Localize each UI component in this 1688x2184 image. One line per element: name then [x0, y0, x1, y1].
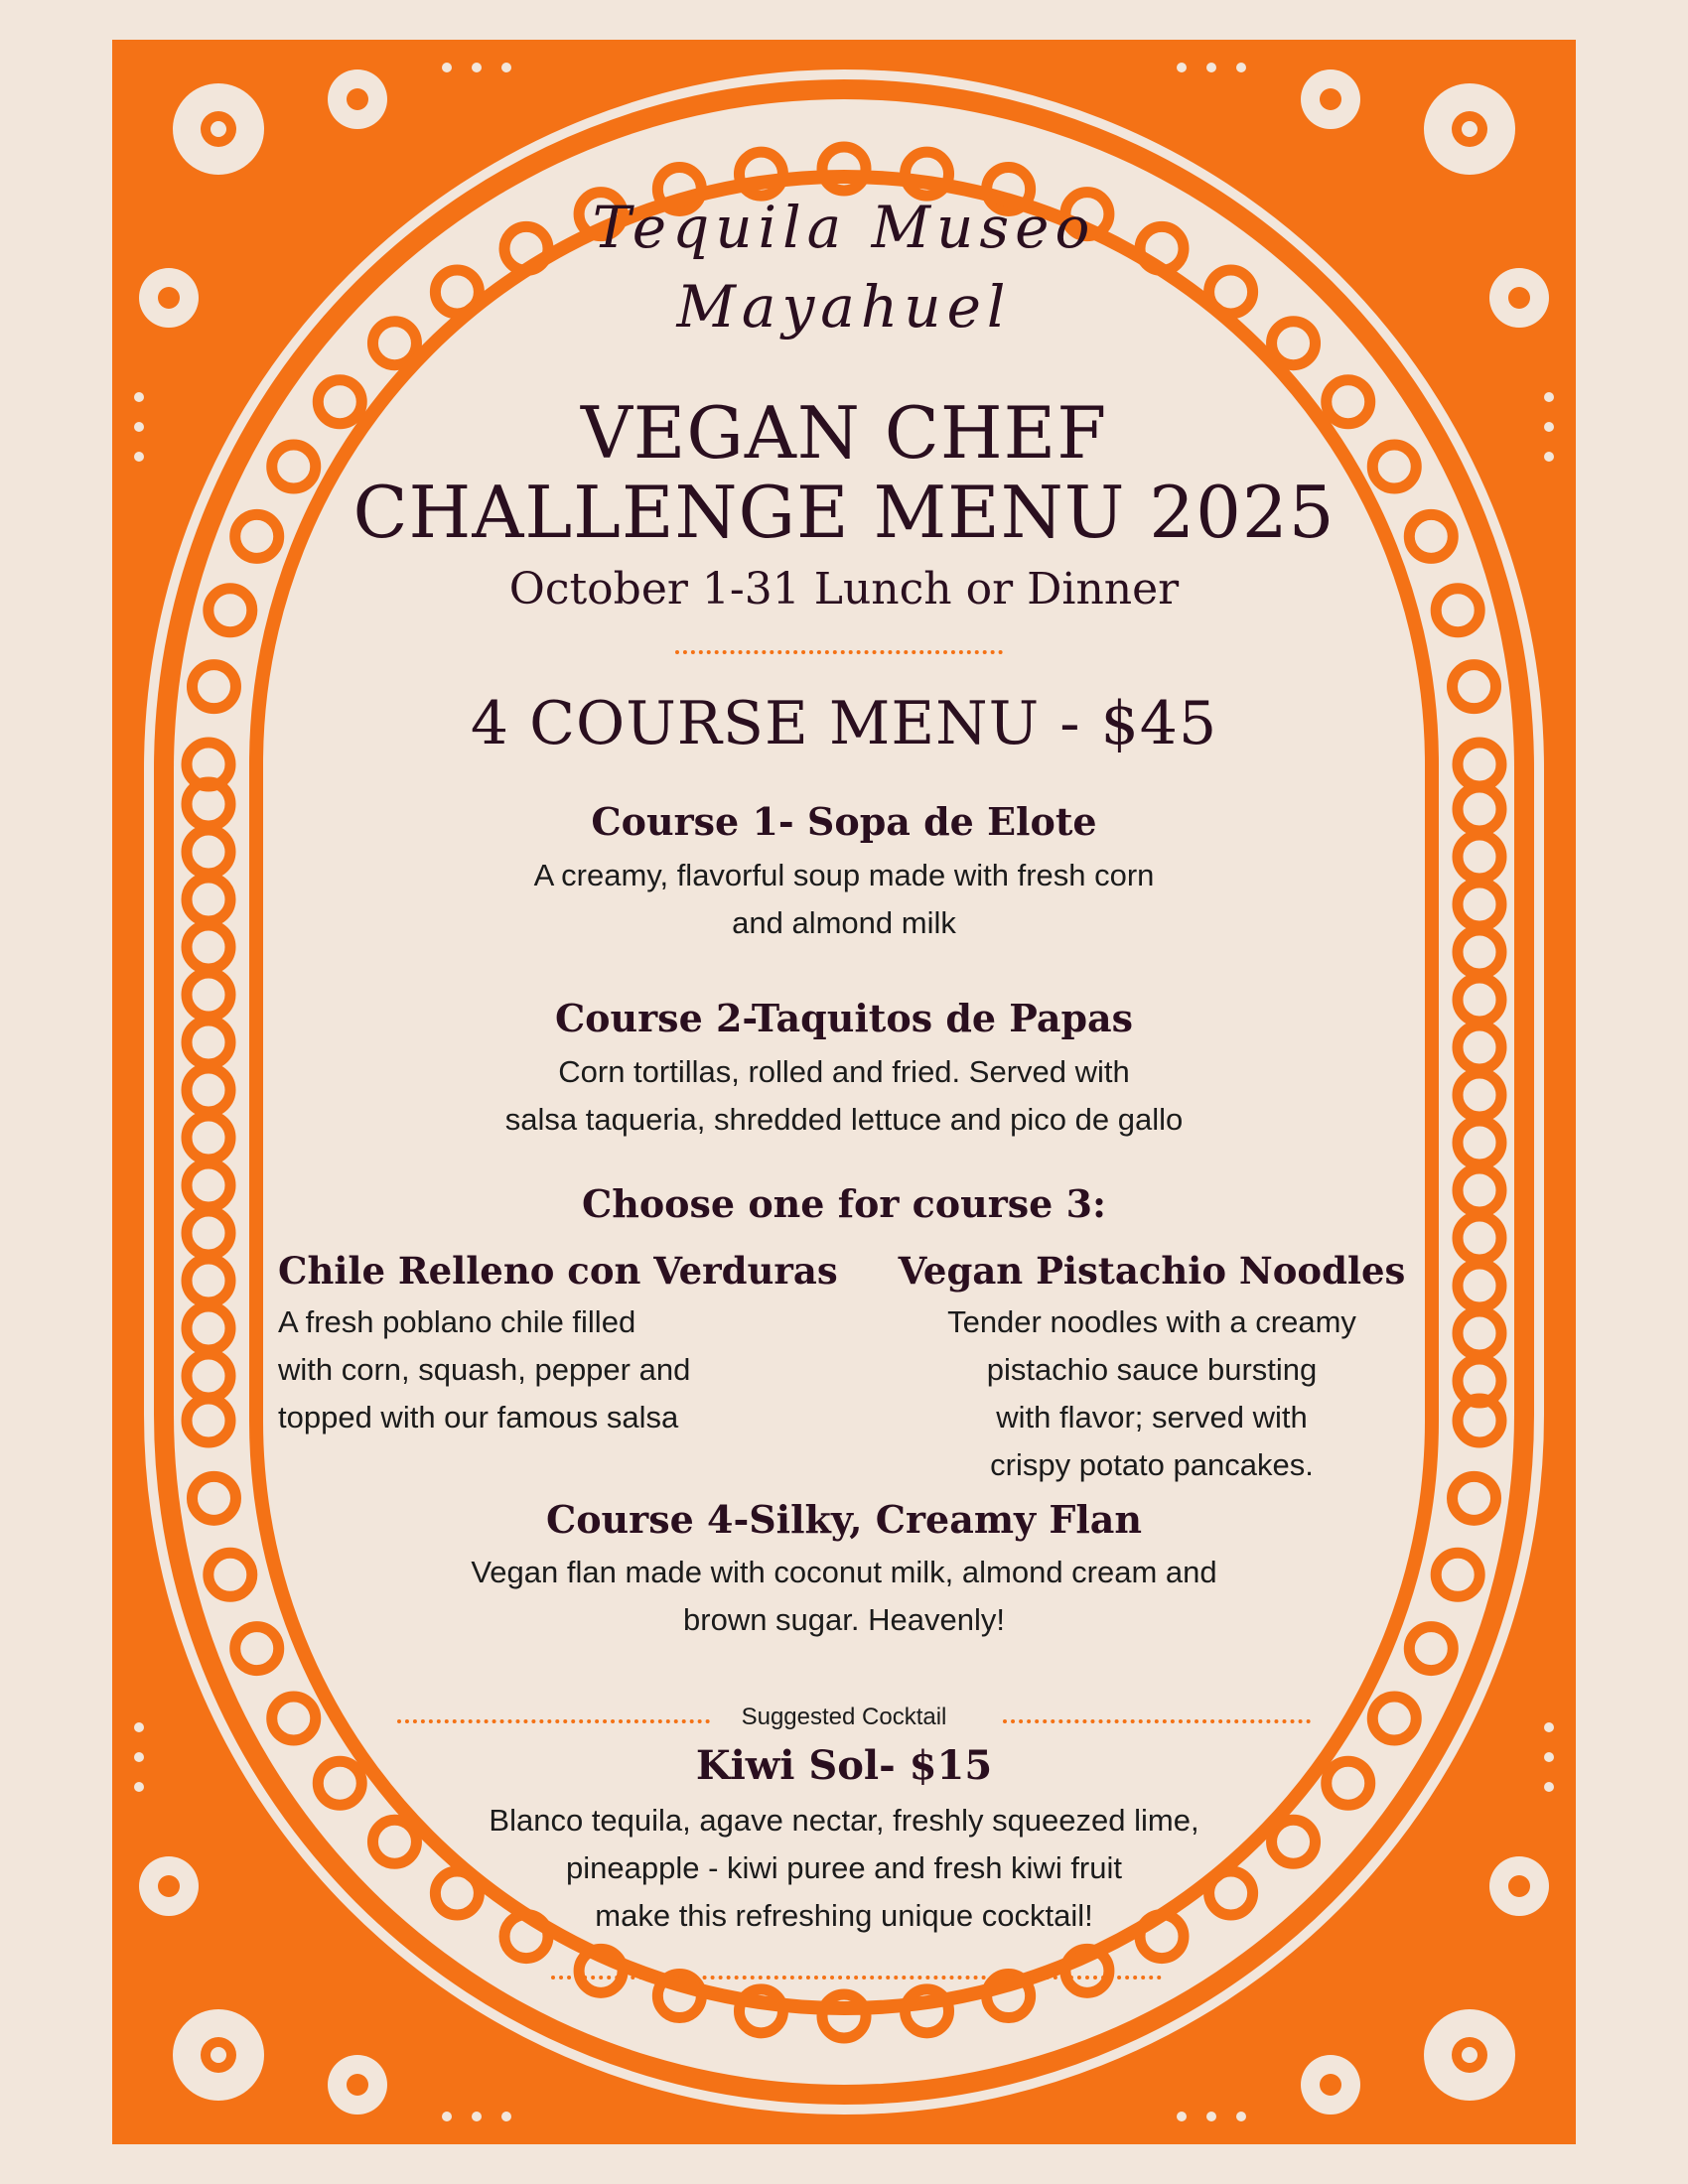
course3-option2	[884, 1249, 1420, 1489]
dotted-divider	[551, 1976, 1162, 1979]
dotted-divider	[1003, 1719, 1311, 1723]
course2-desc-line2: salsa taqueria, shredded lettuce and pico de gallo	[504, 1102, 1184, 1137]
cocktail-desc-line2: pineapple - kiwi puree and fresh kiwi fruit	[566, 1850, 1122, 1885]
course2-desc-line1: Corn tortillas, rolled and fried. Served with	[558, 1054, 1130, 1089]
course1-desc-line2: and almond milk	[732, 905, 956, 940]
course4-title: Course 4-Silky, Creamy Flan	[545, 1497, 1143, 1542]
menu-dates: October 1-31 Lunch or Dinner	[508, 564, 1180, 614]
cocktail-title: Kiwi Sol- $15	[695, 1742, 993, 1789]
option1-desc-line2: with corn, squash, pepper and	[278, 1352, 691, 1387]
option2-desc-line3: with flavor; served with	[996, 1400, 1308, 1434]
option2-desc-line2: pistachio sauce bursting	[986, 1352, 1318, 1387]
course4-desc-line2: brown sugar. Heavenly!	[683, 1602, 1005, 1637]
option2-desc-line1: Tender noodles with a creamy	[947, 1304, 1356, 1339]
cocktail-label: Suggested Cocktail	[741, 1704, 947, 1730]
option1-desc-line3: topped with our famous salsa	[278, 1400, 679, 1434]
course1-desc-line1: A creamy, flavorful soup made with fresh corn	[533, 858, 1155, 892]
course3-option1	[278, 1249, 874, 1441]
option1-title: Chile Relleno con Verduras	[278, 1249, 838, 1293]
course-price: 4 COURSE MENU - $45	[470, 689, 1218, 758]
course2-title: Course 2-Taquitos de Papas	[554, 996, 1134, 1040]
venue-name-line1: Tequila Museo	[592, 194, 1096, 261]
course1-title: Course 1- Sopa de Elote	[591, 799, 1097, 844]
menu-title-line2: CHALLENGE MENU 2025	[352, 471, 1336, 554]
venue-name-line2: Mayahuel	[676, 273, 1012, 341]
option1-desc-line1: A fresh poblano chile filled	[278, 1304, 636, 1339]
course3-heading: Choose one for course 3:	[581, 1181, 1107, 1226]
option2-title: Vegan Pistachio Noodles	[898, 1249, 1406, 1293]
course4-desc-line1: Vegan flan made with coconut milk, almond cream and	[471, 1555, 1217, 1589]
option2-desc-line4: crispy potato pancakes.	[990, 1447, 1314, 1482]
cocktail-desc-line3: make this refreshing unique cocktail!	[595, 1898, 1093, 1933]
cocktail-desc-line1: Blanco tequila, agave nectar, freshly squeezed lime,	[489, 1803, 1199, 1838]
dotted-divider	[675, 650, 1003, 654]
menu-title-line1: VEGAN CHEF	[580, 391, 1108, 475]
